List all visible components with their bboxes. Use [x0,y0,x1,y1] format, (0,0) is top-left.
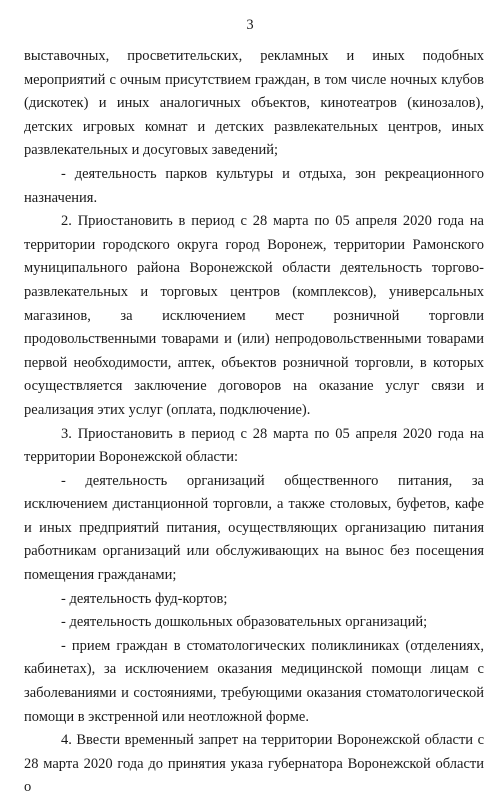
paragraph-food-courts: - деятельность фуд-кортов; [61,590,228,607]
paragraph-parks: - деятельность парков культуры и отдыха, зон рекреационного назначения. [24,165,484,206]
paragraph-events-continuation: выставочных, просветительских, рекламных и иных подобных мероприятий с очным присутствием граждан, в том числе ночных клубов (дискотек) и иных аналогичных объектов, кинотеатров (кинозалов), детских игровых комнат и детских развлекательных центров, иных развлекательных и досуговых заведений; [24,48,484,159]
paragraph-item-4: 4. Ввести временный запрет на территории Воронежской области с 28 марта 2020 года до принятия указа губернатора Воронежской области о [24,732,484,796]
paragraph-preschool: - деятельность дошкольных образовательных организаций; [61,614,428,631]
paragraph-dental: - прием граждан в стоматологических поликлиниках (отделениях, кабинетах), за исключением оказания медицинской помощи лицам с заболеваниями и состояниями, требующими оказания стоматологической помощи в экстренной или неотложной форме. [24,637,484,725]
paragraph-item-2: 2. Приостановить в период с 28 марта по 05 апреля 2020 года на территории городского округа город Воронеж, территории Рамонского муниципального района Воронежской области деятельность торгово-развлекательных и торговых центров (комплексов), универсальных магазинов, за исключением мест розничной торговли продовольственными товарами и (или) непродовольственными товарами первой необходимости, аптек, объектов розничной торговли, в которых осуществляется заключение договоров на оказание услуг связи и реализация этих услуг (оплата, подключение). [24,213,484,418]
document-body [24,45,484,800]
page-number: 3 [246,17,254,33]
paragraph-item-3: 3. Приостановить в период с 28 марта по 05 апреля 2020 года на территории Воронежской области: [24,425,484,466]
paragraph-catering: - деятельность организаций общественного питания, за исключением дистанционной торговли, а также столовых, буфетов, кафе и иных предприятий питания, осуществляющих организацию питания работникам организаций или обслуживающих на вынос без посещения помещения гражданами; [24,472,484,584]
